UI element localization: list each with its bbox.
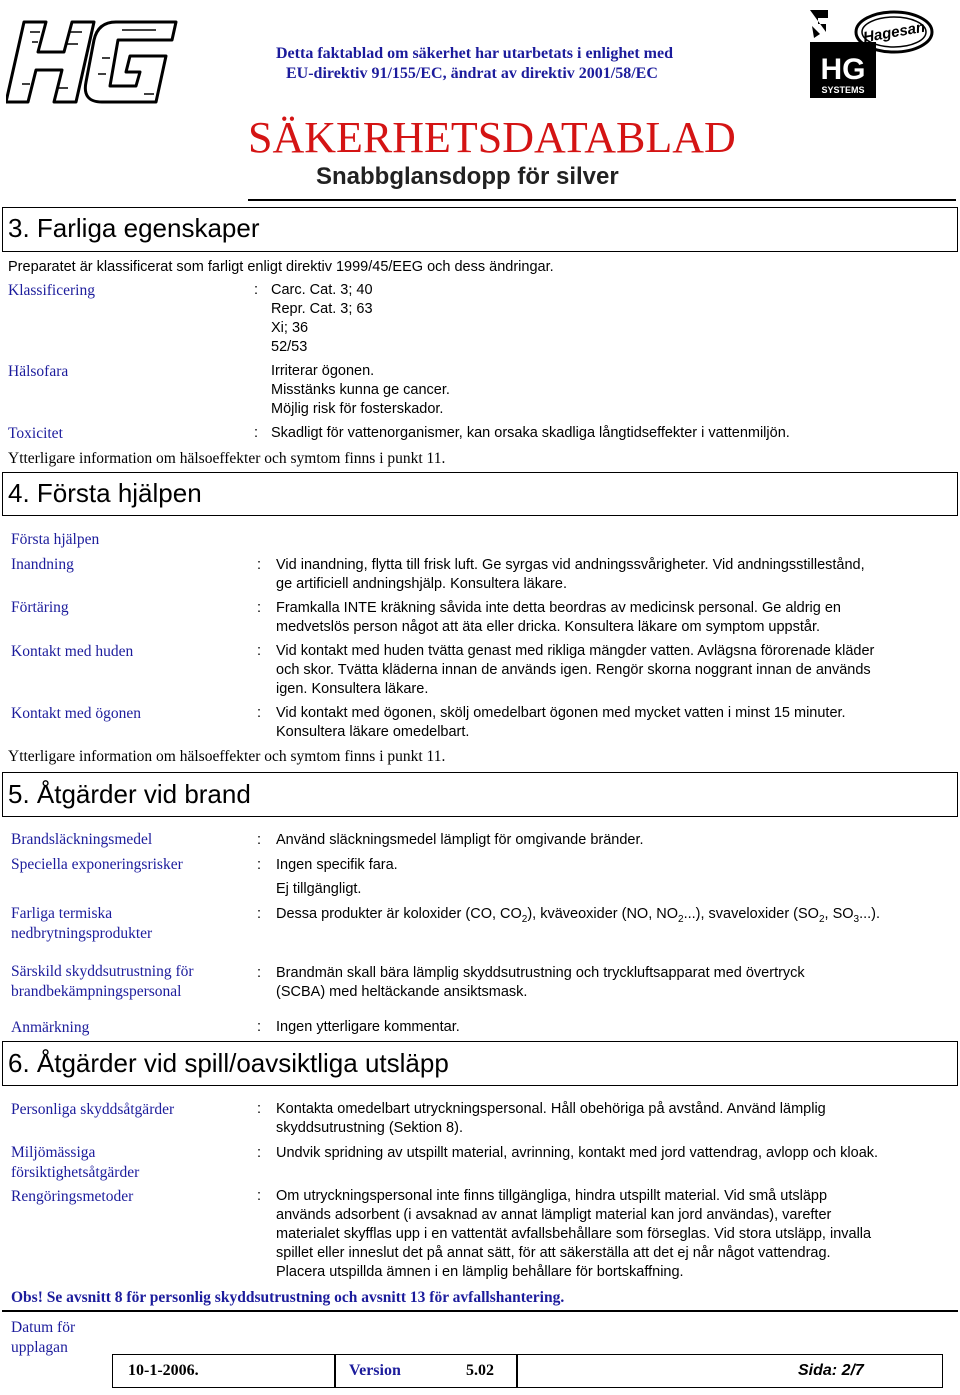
section-4-more-info: Ytterligare information om hälsoeffekter och symtom finns i punkt 11.: [8, 748, 446, 765]
personliga-line: skyddsutrustning (Sektion 8).: [276, 1120, 463, 1136]
termiska-text: ), kväveoxider (NO, NO: [527, 906, 679, 922]
klassificering-value: 52/53: [271, 339, 308, 355]
inandning-line: Vid inandning, flytta till frisk luft. Ge syrgas vid andningssvårigheter. Vid andningsstillestånd,: [276, 557, 865, 573]
inandning-text: [276, 556, 956, 594]
huden-text: [276, 642, 956, 699]
personliga-label: Personliga skyddsåtgärder: [11, 1101, 175, 1118]
rengoring-label: Rengöringsmetoder: [11, 1188, 134, 1205]
skyddsutrustning-label: [11, 962, 194, 1002]
rengoring-line: materialet skyfflas upp i en vattentät avfallsbehållare som förseglas. Vid stora utsläpp, invalla: [276, 1226, 872, 1242]
toxicitet-label: Toxicitet: [8, 425, 63, 442]
rengoring-line: Placera utspillda ämnen i en lämplig behållare för bortskaffning.: [276, 1264, 684, 1280]
brandslackningsmedel-label: Brandsläckningsmedel: [11, 831, 153, 848]
subscript-2: 2: [678, 913, 684, 925]
miljo-label: [11, 1143, 139, 1183]
section-3-intro: Preparatet är klassificerat som farligt enligt direktiv 1999/45/EEG och dess ändringar.: [8, 259, 554, 275]
inandning-line: ge artificiell andningshjälp. Konsultera läkare.: [276, 576, 567, 592]
ogonen-line: Konsultera läkare omedelbart.: [276, 724, 470, 740]
directive-line-2: EU-direktiv 91/155/EC, ändrat av direktiv 2001/58/EC: [286, 65, 658, 82]
halsofara-value: Möjlig risk för fosterskador.: [271, 401, 444, 417]
subscript-2: 2: [818, 913, 825, 925]
termiska-label: [11, 904, 152, 944]
fortaring-colon: :: [257, 600, 262, 616]
section-3-more-info: Ytterligare information om hälsoeffekter och symtom finns i punkt 11.: [8, 450, 446, 467]
rengoring-line: Om utryckningspersonal inte finns tillgängliga, hindra utspillt material. Vid små utsläpp: [276, 1188, 828, 1204]
halsofara-value: Misstänks kunna ge cancer.: [271, 382, 450, 398]
footer-rule: [2, 1310, 958, 1312]
fortaring-line: medvetslös person något att äta eller dricka. Konsultera läkare om symptom uppstår.: [276, 619, 821, 635]
termiska-colon: :: [257, 906, 262, 922]
footer-date: 10-1-2006.: [128, 1362, 199, 1379]
klassificering-value: Xi; 36: [271, 320, 309, 336]
personliga-text: [276, 1100, 956, 1138]
brandslackningsmedel-value: Använd släckningsmedel lämpligt för omgivande bränder.: [276, 832, 644, 848]
miljo-label-line: Miljömässiga: [11, 1144, 96, 1161]
miljo-label-line: försiktighetsåtgärder: [11, 1164, 140, 1181]
product-name: Snabbglansdopp för silver: [316, 163, 619, 190]
anmarkning-colon: :: [257, 1019, 262, 1035]
skyddsutrustning-label-line: Särskild skyddsutrustning för: [11, 963, 194, 980]
ogonen-line: Vid kontakt med ögonen, skölj omedelbart ögonen med mycket vatten i minst 15 minuter.: [276, 705, 846, 721]
personliga-colon: :: [257, 1101, 262, 1117]
skyddsutrustning-line: Brandmän skall bära lämplig skyddsutrustning och tryckluftsapparat med övertryck: [276, 965, 805, 981]
inandning-colon: :: [257, 557, 262, 573]
halsofara-values: [271, 362, 450, 419]
systems-text: SYSTEMS: [821, 85, 865, 95]
directive-line-1: Detta faktablad om säkerhet har utarbetats i enlighet med: [276, 45, 674, 62]
termiska-label-line: Farliga termiska: [11, 905, 113, 922]
skyddsutrustning-line: (SCBA) med heltäckande ansiktsmask.: [276, 984, 528, 1000]
termiska-text: Dessa produkter är koloxider (CO, CO: [276, 906, 522, 922]
hagesan-text: Hagesan: [861, 18, 927, 47]
footer-page-number: Sida: 2/7: [798, 1362, 864, 1379]
rengoring-line: spillet eller inneslut det på annat sätt, för att säkerställa att det ej når något vattendrag.: [276, 1245, 831, 1261]
hg-systems-logo: [806, 4, 936, 100]
fortaring-text: [276, 599, 956, 637]
header-rule: [248, 199, 956, 201]
section-4-title: 4. Första hjälpen: [8, 478, 202, 508]
datum-label-line: upplagan: [11, 1339, 68, 1356]
rengoring-colon: :: [257, 1188, 262, 1204]
footer-divider: [516, 1354, 518, 1388]
exponeringsrisker-label: Speciella exponeringsrisker: [11, 856, 183, 873]
datum-label: [11, 1318, 75, 1358]
subscript-2: 2: [521, 913, 528, 925]
fortaring-label: Förtäring: [11, 599, 69, 616]
datum-label-line: Datum för: [11, 1319, 76, 1336]
huden-label: Kontakt med huden: [11, 643, 134, 660]
klassificering-value: Carc. Cat. 3; 40: [271, 282, 373, 298]
inandning-label: Inandning: [11, 556, 74, 573]
anmarkning-value: Ingen ytterligare kommentar.: [276, 1019, 460, 1035]
section-6-title: 6. Åtgärder vid spill/oavsiktliga utsläpp: [8, 1048, 449, 1078]
toxicitet-value: Skadligt för vattenorganismer, kan orsaka skadliga långtidseffekter i vattenmiljön.: [271, 425, 790, 441]
klassificering-value: Repr. Cat. 3; 63: [271, 301, 373, 317]
brandslackningsmedel-colon: :: [257, 832, 262, 848]
huden-line: igen. Konsultera läkare.: [276, 681, 429, 697]
anmarkning-label: Anmärkning: [11, 1019, 90, 1036]
termiska-text: , SO: [824, 906, 854, 922]
exponeringsrisker-colon: :: [257, 857, 262, 873]
miljo-value: Undvik spridning av utspillt material, avrinning, kontakt med jord vattendrag, avlopp och kloak.: [276, 1145, 879, 1161]
rengoring-line: används adsorbent (i avsaknad av annat lämpligt material kan jord användas), varefter: [276, 1207, 832, 1223]
hagesan-hg-systems-icon: [806, 4, 936, 100]
hg-box-text: HG: [820, 53, 866, 86]
forsta-hjalpen-subheading: Första hjälpen: [11, 531, 100, 548]
klassificering-colon: :: [254, 282, 259, 298]
footer-divider: [334, 1354, 336, 1388]
exponeringsrisker-value-2: Ej tillgängligt.: [276, 881, 362, 897]
section-5-title: 5. Åtgärder vid brand: [8, 779, 251, 809]
klassificering-label: Klassificering: [8, 282, 95, 299]
ogonen-colon: :: [257, 705, 262, 721]
fortaring-line: Framkalla INTE kräkning såvida inte detta beordras av medicinsk personal. Ge aldrig en: [276, 600, 841, 616]
halsofara-label: Hälsofara: [8, 363, 69, 380]
ogonen-text: [276, 704, 956, 742]
footer-version-value: 5.02: [466, 1362, 494, 1379]
termiska-value: [276, 905, 880, 929]
huden-line: Vid kontakt med huden tvätta genast med rikliga mängder vatten. Avlägsna förorenade kläder: [276, 643, 875, 659]
termiska-text: ...).: [859, 906, 881, 922]
toxicitet-colon: :: [254, 425, 259, 441]
klassificering-values: [271, 281, 373, 357]
miljo-colon: :: [257, 1145, 262, 1161]
exponeringsrisker-value: Ingen specifik fara.: [276, 857, 398, 873]
obs-note: Obs! Se avsnitt 8 för personlig skyddsutrustning och avsnitt 13 för avfallshantering.: [11, 1289, 565, 1306]
termiska-label-line: nedbrytningsprodukter: [11, 925, 153, 942]
section-3-title: 3. Farliga egenskaper: [8, 213, 260, 243]
skyddsutrustning-label-line: brandbekämpningspersonal: [11, 983, 182, 1000]
termiska-text: ...), svaveloxider (SO: [683, 906, 819, 922]
document-title: SÄKERHETSDATABLAD: [248, 113, 736, 162]
footer-version-label: Version: [349, 1362, 401, 1379]
subscript-3: 3: [853, 913, 860, 925]
skyddsutrustning-colon: :: [257, 965, 262, 981]
ogonen-label: Kontakt med ögonen: [11, 705, 142, 722]
huden-colon: :: [257, 643, 262, 659]
personliga-line: Kontakta omedelbart utryckningspersonal. Håll obehöriga på avstånd. Använd lämplig: [276, 1101, 826, 1117]
halsofara-value: Irriterar ögonen.: [271, 363, 375, 379]
hg-logo-icon: [6, 8, 186, 108]
rengoring-text: [276, 1187, 956, 1282]
hg-logo: [6, 8, 186, 108]
huden-line: och skor. Tvätta kläderna innan de används igen. Rengör skorna noggrant innan de används: [276, 662, 871, 678]
skyddsutrustning-value: [276, 964, 805, 1002]
